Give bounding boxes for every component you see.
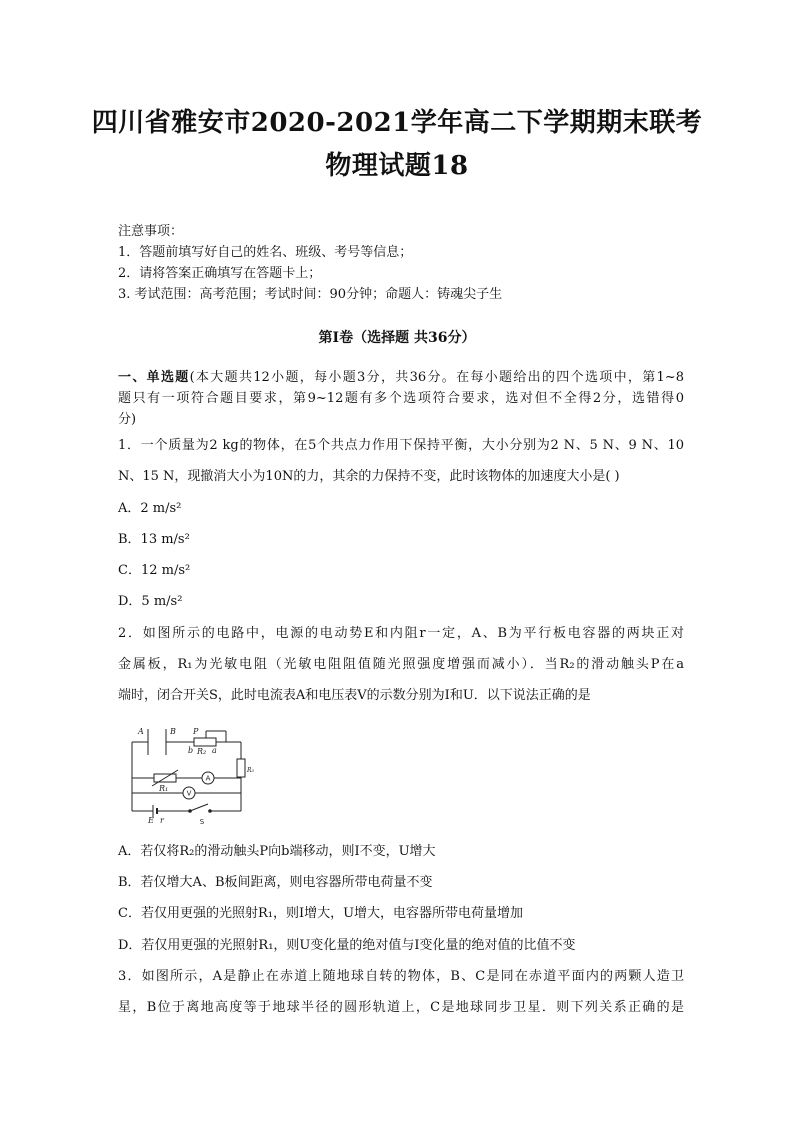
q1-option-a: A．2 m/s²: [118, 501, 182, 516]
label-r2: R₂: [197, 747, 207, 756]
q1-option-d: D．5 m/s²: [118, 594, 183, 609]
ammeter-icon: A: [205, 774, 211, 783]
label-plate-a: A: [138, 727, 144, 736]
note-item-1: 1．答题前填写好自己的姓名、班级、考号等信息；: [118, 245, 413, 260]
q2-option-b: B．若仅增大A、B板间距离，则电容器所带电荷量不变: [118, 875, 433, 890]
voltmeter-icon: V: [186, 789, 192, 798]
q1-stem-line1: 1．一个质量为2 kg的物体，在5个共点力作用下保持平衡，大小分别为2 N、5 N、9 N、10: [118, 438, 684, 453]
notes-heading: 注意事项：: [118, 224, 184, 239]
label-plate-b: B: [170, 727, 176, 736]
q2-option-c: C．若仅用更强的光照射R₁，则I增大，U增大，电容器所带电荷量增加: [118, 906, 524, 921]
note-item-3: 3. 考试范围：高考范围；考试时间：90分钟；命题人：铸魂尖子生: [118, 287, 503, 302]
page-title: 四川省雅安市2020-2021学年高二下学期期末联考: [91, 108, 703, 138]
q2-option-a: A．若仅将R₂的滑动触头P向b端移动，则I不变，U增大: [118, 844, 436, 859]
q2-option-d: D．若仅用更强的光照射R₁，则U变化量的绝对值与I变化量的绝对值的比值不变: [118, 938, 576, 953]
part1-intro-line3: 分): [118, 412, 137, 427]
section-title: 第I卷（选择题 共36分）: [318, 330, 476, 346]
label-end-a: a: [212, 746, 217, 755]
part1-intro-text: (本大题共12小题，每小题3分，共36分。在每小题给出的四个选项中，第1~8: [189, 370, 684, 385]
q3-stem-line2: 星，B位于离地高度等于地球半径的圆形轨道上，C是地球同步卫星．则下列关系正确的是: [118, 1000, 684, 1015]
label-r1: R₁: [159, 784, 169, 793]
label-emf-e: E: [148, 816, 154, 825]
label-switch-s: S: [199, 818, 205, 826]
q2-stem-line3: 端时，闭合开关S，此时电流表A和电压表V的示数分别为I和U．以下说法正确的是: [118, 688, 591, 703]
q2-stem-line1: 2．如图所示的电路中，电源的电动势E和内阻r一定，A、B为平行板电容器的两块正对: [118, 626, 684, 641]
circuit-diagram: [126, 725, 252, 825]
part1-heading: 一、单选题: [118, 370, 190, 385]
label-internal-r: r: [160, 816, 164, 825]
q3-stem-line1: 3．如图所示，A是静止在赤道上随地球自转的物体，B、C是同在赤道平面内的两颗人造卫: [118, 969, 684, 984]
label-slider-p: P: [193, 727, 199, 736]
q2-stem-line2: 金属板，R₁为光敏电阻（光敏电阻阻值随光照强度增强而减小）．当R₂的滑动触头P在a: [118, 657, 684, 672]
label-end-b: b: [188, 746, 194, 755]
part1-intro-line1: [118, 368, 684, 387]
page-subtitle: 物理试题18: [325, 151, 469, 181]
part1-intro-line2: 题只有一项符合题目要求，第9~12题有多个选项符合要求，选对但不全得2分，选错得0: [118, 391, 684, 406]
note-item-2: 2．请将答案正确填写在答题卡上；: [118, 266, 322, 281]
q1-option-c: C．12 m/s²: [118, 563, 191, 578]
q1-option-b: B．13 m/s²: [118, 532, 190, 547]
q1-stem-line2: N、15 N，现撤消大小为10N的力，其余的力保持不变，此时该物体的加速度大小是( ): [118, 469, 620, 484]
label-r3: R₃: [247, 767, 254, 774]
